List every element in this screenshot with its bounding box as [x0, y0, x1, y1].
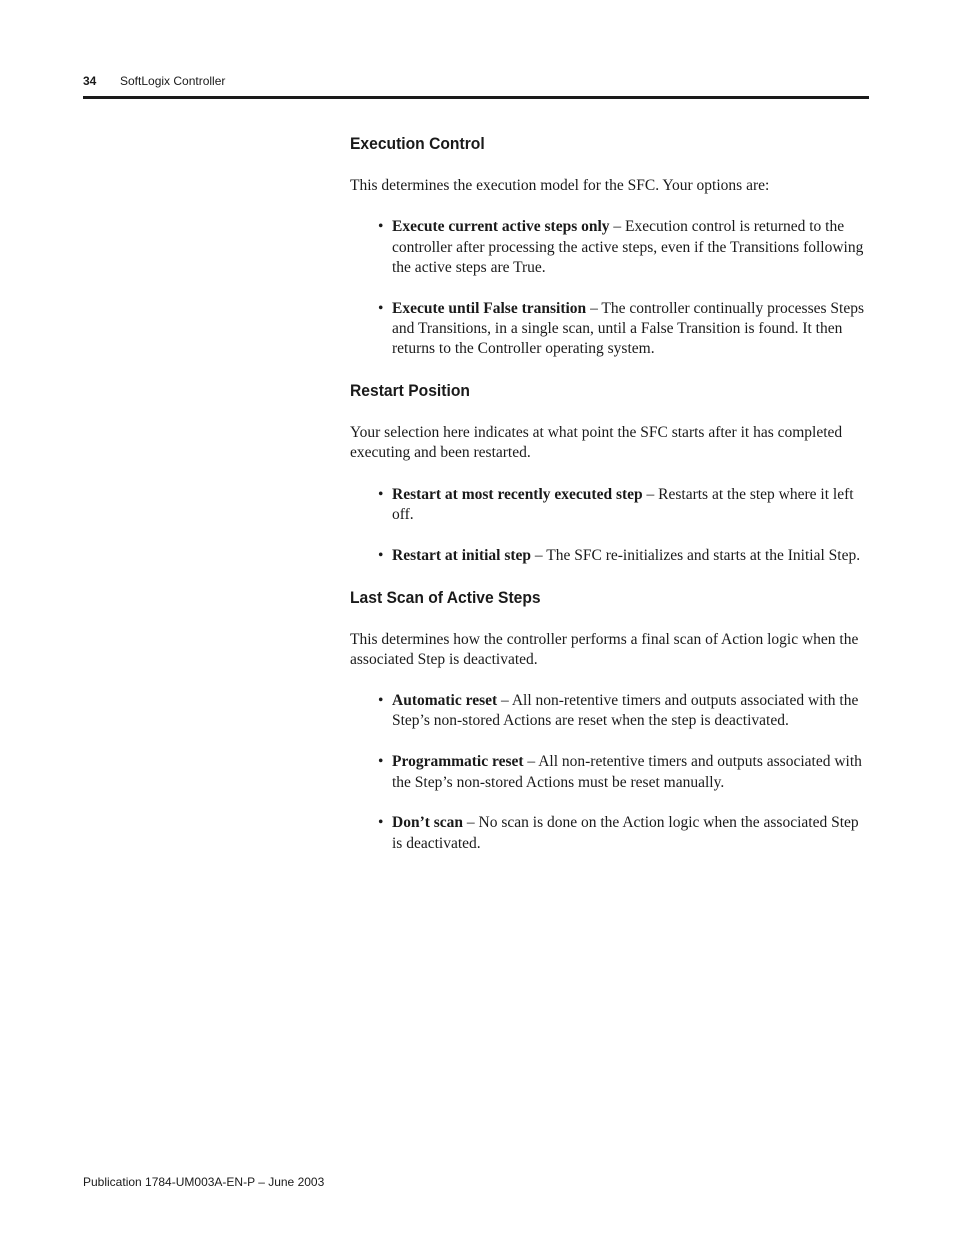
option-text: – Execution control is returned to the controller after processing the active steps, even if the Transitions following the active steps are True.	[392, 218, 864, 276]
bullet-icon: •	[378, 218, 384, 236]
option-term: Execute until False transition	[392, 299, 587, 317]
bullet-icon: •	[378, 753, 384, 771]
bullet-icon: •	[378, 485, 384, 503]
header-rule	[83, 96, 869, 99]
option-list	[350, 485, 870, 566]
main-content	[350, 133, 870, 874]
option-term: Restart at initial step	[392, 546, 532, 564]
page-number: 34	[83, 74, 97, 88]
list-item	[350, 217, 870, 278]
section-last-scan	[350, 587, 870, 854]
bullet-icon: •	[378, 546, 384, 564]
list-item	[350, 485, 870, 526]
section-intro: This determines the execution model for the SFC. Your options are:	[350, 177, 770, 194]
option-term: Execute current active steps only	[392, 218, 610, 236]
option-text: – Restarts at the step where it left off.	[392, 485, 854, 523]
option-term: Automatic reset	[392, 692, 498, 710]
option-term: Restart at most recently executed step	[392, 485, 643, 503]
section-heading: Restart Position	[350, 381, 470, 401]
list-item	[350, 691, 870, 732]
section-execution-control	[350, 133, 870, 360]
option-term: Don’t scan	[392, 814, 464, 832]
option-text: – All non-retentive timers and outputs associated with the Step’s non-stored Actions are reset when the step is deactivated.	[392, 692, 859, 730]
section-heading: Last Scan of Active Steps	[350, 587, 541, 607]
option-text: – All non-retentive timers and outputs associated with the Step’s non-stored Actions must be reset manually.	[392, 753, 862, 791]
section-heading: Execution Control	[350, 134, 485, 153]
bullet-icon: •	[378, 814, 384, 832]
option-list	[350, 691, 870, 854]
option-text: – No scan is done on the Action logic when the associated Step is deactivated.	[392, 814, 859, 852]
bullet-icon: •	[378, 299, 384, 317]
publication-info: Publication 1784-UM003A-EN-P – June 2003	[83, 1175, 325, 1189]
page-header	[83, 73, 869, 89]
section-intro: Your selection here indicates at what point the SFC starts after it has completed executing and been restarted.	[350, 424, 843, 462]
header-title: SoftLogix Controller	[120, 74, 226, 88]
option-term: Programmatic reset	[392, 753, 524, 771]
list-item	[350, 299, 870, 360]
option-text: – The SFC re-initializes and starts at the Initial Step.	[531, 546, 861, 564]
section-intro: This determines how the controller performs a final scan of Action logic when the associated Step is deactivated.	[350, 630, 859, 668]
list-item	[350, 752, 870, 793]
option-text: – The controller continually processes Steps and Transitions, in a single scan, until a False Transition is found. It then returns to the Controller operating system.	[392, 299, 864, 358]
list-item	[350, 546, 870, 566]
list-item	[350, 813, 870, 854]
section-restart-position	[350, 380, 870, 566]
bullet-icon: •	[378, 692, 384, 710]
page-footer	[83, 1174, 324, 1190]
option-list	[350, 217, 870, 359]
